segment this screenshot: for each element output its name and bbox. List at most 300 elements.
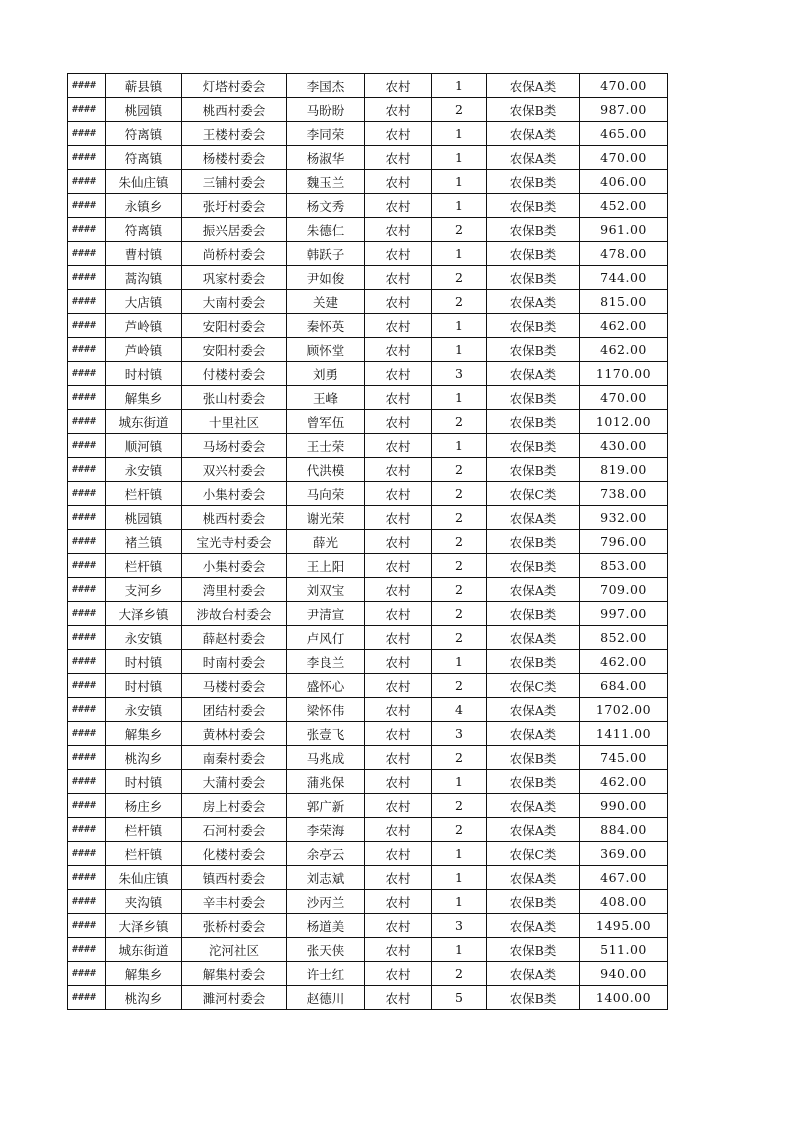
name-cell: 张壹飞 xyxy=(287,722,365,746)
date-cell: #### xyxy=(68,770,106,794)
amount-cell: 961.00 xyxy=(580,218,668,242)
amount-cell: 815.00 xyxy=(580,290,668,314)
area-type-cell: 农村 xyxy=(365,482,432,506)
village-cell: 薛赵村委会 xyxy=(182,626,287,650)
insurance-class-cell: 农保B类 xyxy=(487,938,580,962)
area-type-cell: 农村 xyxy=(365,914,432,938)
table-row xyxy=(68,242,668,266)
date-cell: #### xyxy=(68,962,106,986)
township-cell: 朱仙庄镇 xyxy=(106,866,182,890)
village-cell: 宝光寺村委会 xyxy=(182,530,287,554)
township-cell: 解集乡 xyxy=(106,386,182,410)
amount-cell: 462.00 xyxy=(580,338,668,362)
table-row xyxy=(68,674,668,698)
table-row xyxy=(68,98,668,122)
amount-cell: 465.00 xyxy=(580,122,668,146)
household-count-cell: 3 xyxy=(432,722,487,746)
village-cell: 张桥村委会 xyxy=(182,914,287,938)
name-cell: 郭广新 xyxy=(287,794,365,818)
village-cell: 沱河社区 xyxy=(182,938,287,962)
area-type-cell: 农村 xyxy=(365,386,432,410)
township-cell: 符离镇 xyxy=(106,146,182,170)
date-cell: #### xyxy=(68,986,106,1010)
date-cell: #### xyxy=(68,482,106,506)
household-count-cell: 2 xyxy=(432,602,487,626)
table-row xyxy=(68,170,668,194)
area-type-cell: 农村 xyxy=(365,722,432,746)
amount-cell: 1702.00 xyxy=(580,698,668,722)
village-cell: 安阳村委会 xyxy=(182,314,287,338)
name-cell: 尹清宣 xyxy=(287,602,365,626)
household-count-cell: 2 xyxy=(432,962,487,986)
township-cell: 解集乡 xyxy=(106,962,182,986)
village-cell: 团结村委会 xyxy=(182,698,287,722)
table-row xyxy=(68,578,668,602)
household-count-cell: 2 xyxy=(432,818,487,842)
insurance-class-cell: 农保A类 xyxy=(487,290,580,314)
area-type-cell: 农村 xyxy=(365,986,432,1010)
table-row xyxy=(68,218,668,242)
insurance-class-cell: 农保B类 xyxy=(487,314,580,338)
area-type-cell: 农村 xyxy=(365,122,432,146)
area-type-cell: 农村 xyxy=(365,290,432,314)
household-count-cell: 1 xyxy=(432,74,487,98)
village-cell: 南秦村委会 xyxy=(182,746,287,770)
area-type-cell: 农村 xyxy=(365,530,432,554)
township-cell: 桃沟乡 xyxy=(106,746,182,770)
table-row xyxy=(68,818,668,842)
township-cell: 永安镇 xyxy=(106,458,182,482)
village-cell: 石河村委会 xyxy=(182,818,287,842)
date-cell: #### xyxy=(68,698,106,722)
household-count-cell: 2 xyxy=(432,218,487,242)
area-type-cell: 农村 xyxy=(365,266,432,290)
insurance-class-cell: 农保B类 xyxy=(487,458,580,482)
name-cell: 顾怀堂 xyxy=(287,338,365,362)
household-count-cell: 3 xyxy=(432,362,487,386)
insurance-class-cell: 农保A类 xyxy=(487,74,580,98)
date-cell: #### xyxy=(68,434,106,458)
table-row xyxy=(68,362,668,386)
village-cell: 湾里村委会 xyxy=(182,578,287,602)
insurance-class-cell: 农保B类 xyxy=(487,194,580,218)
date-cell: #### xyxy=(68,506,106,530)
village-cell: 马楼村委会 xyxy=(182,674,287,698)
name-cell: 余亭云 xyxy=(287,842,365,866)
table-row xyxy=(68,194,668,218)
date-cell: #### xyxy=(68,890,106,914)
amount-cell: 745.00 xyxy=(580,746,668,770)
name-cell: 杨淑华 xyxy=(287,146,365,170)
area-type-cell: 农村 xyxy=(365,362,432,386)
area-type-cell: 农村 xyxy=(365,170,432,194)
household-count-cell: 2 xyxy=(432,554,487,578)
table-row xyxy=(68,146,668,170)
area-type-cell: 农村 xyxy=(365,626,432,650)
table-row xyxy=(68,746,668,770)
table-row xyxy=(68,434,668,458)
area-type-cell: 农村 xyxy=(365,650,432,674)
insurance-class-cell: 农保B类 xyxy=(487,530,580,554)
table-row xyxy=(68,650,668,674)
table-row xyxy=(68,506,668,530)
insurance-class-cell: 农保B类 xyxy=(487,410,580,434)
date-cell: #### xyxy=(68,722,106,746)
township-cell: 时村镇 xyxy=(106,362,182,386)
insurance-class-cell: 农保A类 xyxy=(487,818,580,842)
household-count-cell: 2 xyxy=(432,410,487,434)
name-cell: 蒲兆保 xyxy=(287,770,365,794)
amount-cell: 462.00 xyxy=(580,314,668,338)
insurance-class-cell: 农保C类 xyxy=(487,482,580,506)
area-type-cell: 农村 xyxy=(365,770,432,794)
amount-cell: 478.00 xyxy=(580,242,668,266)
household-count-cell: 1 xyxy=(432,170,487,194)
amount-cell: 462.00 xyxy=(580,650,668,674)
township-cell: 杨庄乡 xyxy=(106,794,182,818)
date-cell: #### xyxy=(68,866,106,890)
insurance-class-cell: 农保B类 xyxy=(487,170,580,194)
insurance-class-cell: 农保A类 xyxy=(487,914,580,938)
township-cell: 夹沟镇 xyxy=(106,890,182,914)
household-count-cell: 1 xyxy=(432,650,487,674)
date-cell: #### xyxy=(68,122,106,146)
table-row xyxy=(68,410,668,434)
village-cell: 大南村委会 xyxy=(182,290,287,314)
amount-cell: 819.00 xyxy=(580,458,668,482)
township-cell: 永安镇 xyxy=(106,626,182,650)
amount-cell: 511.00 xyxy=(580,938,668,962)
amount-cell: 738.00 xyxy=(580,482,668,506)
amount-cell: 1400.00 xyxy=(580,986,668,1010)
village-cell: 濉河村委会 xyxy=(182,986,287,1010)
insurance-class-cell: 农保C类 xyxy=(487,842,580,866)
table-row xyxy=(68,794,668,818)
date-cell: #### xyxy=(68,194,106,218)
name-cell: 尹如俊 xyxy=(287,266,365,290)
household-count-cell: 1 xyxy=(432,242,487,266)
village-cell: 十里社区 xyxy=(182,410,287,434)
area-type-cell: 农村 xyxy=(365,410,432,434)
township-cell: 时村镇 xyxy=(106,770,182,794)
township-cell: 蕲县镇 xyxy=(106,74,182,98)
table-row xyxy=(68,938,668,962)
table-row xyxy=(68,602,668,626)
amount-cell: 987.00 xyxy=(580,98,668,122)
name-cell: 曾军伍 xyxy=(287,410,365,434)
date-cell: #### xyxy=(68,914,106,938)
household-count-cell: 3 xyxy=(432,914,487,938)
table-row xyxy=(68,890,668,914)
village-cell: 杨楼村委会 xyxy=(182,146,287,170)
date-cell: #### xyxy=(68,626,106,650)
amount-cell: 1411.00 xyxy=(580,722,668,746)
area-type-cell: 农村 xyxy=(365,74,432,98)
village-cell: 双兴村委会 xyxy=(182,458,287,482)
village-cell: 王楼村委会 xyxy=(182,122,287,146)
area-type-cell: 农村 xyxy=(365,938,432,962)
township-cell: 顺河镇 xyxy=(106,434,182,458)
household-count-cell: 2 xyxy=(432,530,487,554)
insurance-class-cell: 农保A类 xyxy=(487,698,580,722)
table-row xyxy=(68,386,668,410)
amount-cell: 932.00 xyxy=(580,506,668,530)
amount-cell: 852.00 xyxy=(580,626,668,650)
date-cell: #### xyxy=(68,98,106,122)
household-count-cell: 2 xyxy=(432,578,487,602)
name-cell: 王峰 xyxy=(287,386,365,410)
area-type-cell: 农村 xyxy=(365,866,432,890)
amount-cell: 470.00 xyxy=(580,146,668,170)
table-body xyxy=(68,74,668,1010)
household-count-cell: 1 xyxy=(432,770,487,794)
area-type-cell: 农村 xyxy=(365,674,432,698)
area-type-cell: 农村 xyxy=(365,794,432,818)
area-type-cell: 农村 xyxy=(365,962,432,986)
household-count-cell: 1 xyxy=(432,842,487,866)
name-cell: 刘双宝 xyxy=(287,578,365,602)
area-type-cell: 农村 xyxy=(365,746,432,770)
table-row xyxy=(68,554,668,578)
date-cell: #### xyxy=(68,266,106,290)
name-cell: 王士荣 xyxy=(287,434,365,458)
date-cell: #### xyxy=(68,218,106,242)
amount-cell: 470.00 xyxy=(580,74,668,98)
amount-cell: 940.00 xyxy=(580,962,668,986)
township-cell: 蒿沟镇 xyxy=(106,266,182,290)
village-cell: 张山村委会 xyxy=(182,386,287,410)
area-type-cell: 农村 xyxy=(365,194,432,218)
amount-cell: 796.00 xyxy=(580,530,668,554)
name-cell: 王上阳 xyxy=(287,554,365,578)
village-cell: 尚桥村委会 xyxy=(182,242,287,266)
date-cell: #### xyxy=(68,362,106,386)
amount-cell: 430.00 xyxy=(580,434,668,458)
insurance-class-cell: 农保A类 xyxy=(487,146,580,170)
date-cell: #### xyxy=(68,578,106,602)
amount-cell: 406.00 xyxy=(580,170,668,194)
table-row xyxy=(68,338,668,362)
name-cell: 盛怀心 xyxy=(287,674,365,698)
amount-cell: 369.00 xyxy=(580,842,668,866)
township-cell: 桃沟乡 xyxy=(106,986,182,1010)
insurance-class-cell: 农保A类 xyxy=(487,722,580,746)
name-cell: 韩跃子 xyxy=(287,242,365,266)
insurance-class-cell: 农保A类 xyxy=(487,962,580,986)
area-type-cell: 农村 xyxy=(365,506,432,530)
village-cell: 涉故台村委会 xyxy=(182,602,287,626)
household-count-cell: 1 xyxy=(432,434,487,458)
name-cell: 李国杰 xyxy=(287,74,365,98)
insurance-class-cell: 农保A类 xyxy=(487,122,580,146)
insurance-class-cell: 农保B类 xyxy=(487,98,580,122)
amount-cell: 997.00 xyxy=(580,602,668,626)
household-count-cell: 4 xyxy=(432,698,487,722)
name-cell: 谢光荣 xyxy=(287,506,365,530)
amount-cell: 1495.00 xyxy=(580,914,668,938)
township-cell: 桃园镇 xyxy=(106,506,182,530)
insurance-class-cell: 农保B类 xyxy=(487,602,580,626)
insurance-class-cell: 农保B类 xyxy=(487,218,580,242)
date-cell: #### xyxy=(68,410,106,434)
township-cell: 栏杆镇 xyxy=(106,554,182,578)
household-count-cell: 2 xyxy=(432,506,487,530)
amount-cell: 744.00 xyxy=(580,266,668,290)
table-row xyxy=(68,698,668,722)
table-row xyxy=(68,770,668,794)
village-cell: 黄林村委会 xyxy=(182,722,287,746)
village-cell: 张圩村委会 xyxy=(182,194,287,218)
date-cell: #### xyxy=(68,242,106,266)
amount-cell: 709.00 xyxy=(580,578,668,602)
amount-cell: 684.00 xyxy=(580,674,668,698)
household-count-cell: 2 xyxy=(432,746,487,770)
amount-cell: 990.00 xyxy=(580,794,668,818)
date-cell: #### xyxy=(68,842,106,866)
village-cell: 时南村委会 xyxy=(182,650,287,674)
name-cell: 刘勇 xyxy=(287,362,365,386)
date-cell: #### xyxy=(68,650,106,674)
amount-cell: 1170.00 xyxy=(580,362,668,386)
insurance-class-cell: 农保B类 xyxy=(487,650,580,674)
household-count-cell: 2 xyxy=(432,674,487,698)
table-row xyxy=(68,842,668,866)
insurance-class-cell: 农保A类 xyxy=(487,362,580,386)
name-cell: 李良兰 xyxy=(287,650,365,674)
township-cell: 时村镇 xyxy=(106,674,182,698)
village-cell: 辛丰村委会 xyxy=(182,890,287,914)
village-cell: 付楼村委会 xyxy=(182,362,287,386)
date-cell: #### xyxy=(68,314,106,338)
village-cell: 三铺村委会 xyxy=(182,170,287,194)
area-type-cell: 农村 xyxy=(365,242,432,266)
household-count-cell: 1 xyxy=(432,890,487,914)
area-type-cell: 农村 xyxy=(365,98,432,122)
household-count-cell: 1 xyxy=(432,386,487,410)
insurance-class-cell: 农保B类 xyxy=(487,554,580,578)
household-count-cell: 2 xyxy=(432,266,487,290)
insurance-class-cell: 农保A类 xyxy=(487,866,580,890)
name-cell: 秦怀英 xyxy=(287,314,365,338)
table-row xyxy=(68,74,668,98)
amount-cell: 1012.00 xyxy=(580,410,668,434)
name-cell: 薛光 xyxy=(287,530,365,554)
township-cell: 支河乡 xyxy=(106,578,182,602)
area-type-cell: 农村 xyxy=(365,602,432,626)
area-type-cell: 农村 xyxy=(365,554,432,578)
household-count-cell: 1 xyxy=(432,122,487,146)
name-cell: 卢风仃 xyxy=(287,626,365,650)
date-cell: #### xyxy=(68,74,106,98)
insurance-class-cell: 农保A类 xyxy=(487,626,580,650)
amount-cell: 452.00 xyxy=(580,194,668,218)
table-row xyxy=(68,482,668,506)
name-cell: 李同荣 xyxy=(287,122,365,146)
household-count-cell: 2 xyxy=(432,626,487,650)
table-row xyxy=(68,626,668,650)
name-cell: 魏玉兰 xyxy=(287,170,365,194)
township-cell: 时村镇 xyxy=(106,650,182,674)
table-row xyxy=(68,722,668,746)
amount-cell: 467.00 xyxy=(580,866,668,890)
township-cell: 大泽乡镇 xyxy=(106,602,182,626)
table-row xyxy=(68,266,668,290)
township-cell: 永镇乡 xyxy=(106,194,182,218)
village-cell: 安阳村委会 xyxy=(182,338,287,362)
township-cell: 芦岭镇 xyxy=(106,338,182,362)
township-cell: 朱仙庄镇 xyxy=(106,170,182,194)
village-cell: 桃西村委会 xyxy=(182,506,287,530)
area-type-cell: 农村 xyxy=(365,146,432,170)
name-cell: 杨文秀 xyxy=(287,194,365,218)
township-cell: 城东街道 xyxy=(106,410,182,434)
household-count-cell: 1 xyxy=(432,866,487,890)
date-cell: #### xyxy=(68,386,106,410)
amount-cell: 884.00 xyxy=(580,818,668,842)
township-cell: 曹村镇 xyxy=(106,242,182,266)
township-cell: 桃园镇 xyxy=(106,98,182,122)
township-cell: 城东街道 xyxy=(106,938,182,962)
allowance-table xyxy=(67,73,668,1010)
name-cell: 马盼盼 xyxy=(287,98,365,122)
household-count-cell: 2 xyxy=(432,482,487,506)
township-cell: 永安镇 xyxy=(106,698,182,722)
insurance-class-cell: 农保B类 xyxy=(487,890,580,914)
table-row xyxy=(68,314,668,338)
area-type-cell: 农村 xyxy=(365,434,432,458)
table-row xyxy=(68,530,668,554)
table-row xyxy=(68,962,668,986)
amount-cell: 462.00 xyxy=(580,770,668,794)
table-row xyxy=(68,458,668,482)
household-count-cell: 1 xyxy=(432,938,487,962)
village-cell: 小集村委会 xyxy=(182,554,287,578)
name-cell: 朱德仁 xyxy=(287,218,365,242)
date-cell: #### xyxy=(68,290,106,314)
date-cell: #### xyxy=(68,146,106,170)
township-cell: 栏杆镇 xyxy=(106,818,182,842)
insurance-class-cell: 农保B类 xyxy=(487,986,580,1010)
insurance-class-cell: 农保A类 xyxy=(487,506,580,530)
table-row xyxy=(68,914,668,938)
area-type-cell: 农村 xyxy=(365,698,432,722)
area-type-cell: 农村 xyxy=(365,218,432,242)
date-cell: #### xyxy=(68,458,106,482)
village-cell: 房上村委会 xyxy=(182,794,287,818)
name-cell: 张天侠 xyxy=(287,938,365,962)
insurance-class-cell: 农保C类 xyxy=(487,674,580,698)
name-cell: 许士红 xyxy=(287,962,365,986)
area-type-cell: 农村 xyxy=(365,338,432,362)
name-cell: 沙丙兰 xyxy=(287,890,365,914)
village-cell: 马场村委会 xyxy=(182,434,287,458)
township-cell: 大店镇 xyxy=(106,290,182,314)
date-cell: #### xyxy=(68,170,106,194)
household-count-cell: 1 xyxy=(432,314,487,338)
date-cell: #### xyxy=(68,338,106,362)
insurance-class-cell: 农保B类 xyxy=(487,242,580,266)
table-row xyxy=(68,290,668,314)
name-cell: 李荣海 xyxy=(287,818,365,842)
area-type-cell: 农村 xyxy=(365,314,432,338)
amount-cell: 408.00 xyxy=(580,890,668,914)
date-cell: #### xyxy=(68,554,106,578)
name-cell: 赵德川 xyxy=(287,986,365,1010)
village-cell: 化楼村委会 xyxy=(182,842,287,866)
township-cell: 芦岭镇 xyxy=(106,314,182,338)
village-cell: 小集村委会 xyxy=(182,482,287,506)
household-count-cell: 1 xyxy=(432,146,487,170)
